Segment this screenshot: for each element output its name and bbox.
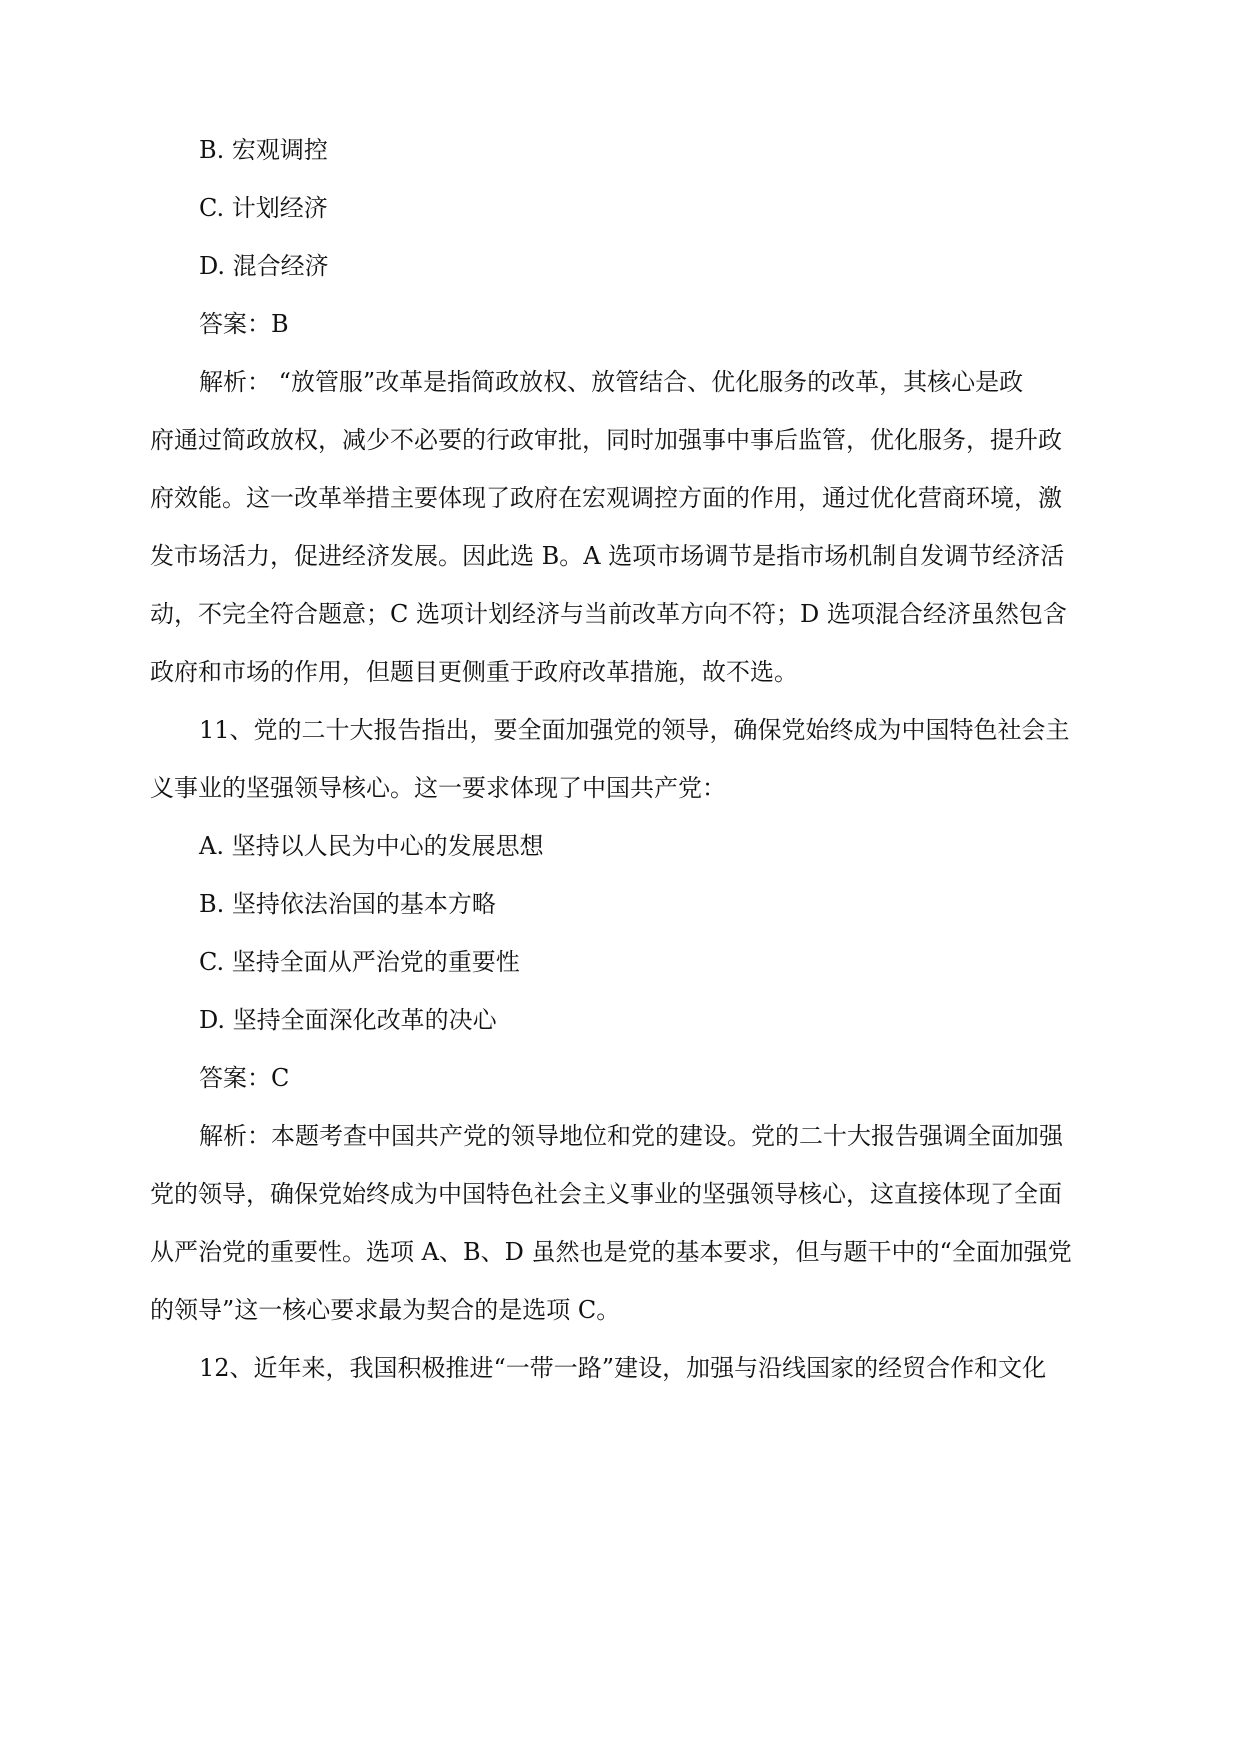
q11-analysis-line: 党的领导，确保党始终成为中国特色社会主义事业的坚强领导核心，这直接体现了全面 — [150, 1180, 1062, 1208]
q11-stem-line: 11、党的二十大报告指出，要全面加强党的领导，确保党始终成为中国特色社会主 — [199, 716, 1070, 744]
q11-option-a: A. 坚持以人民为中心的发展思想 — [199, 832, 544, 860]
q11-answer: 答案：C — [199, 1064, 290, 1092]
q11-option-b: B. 坚持依法治国的基本方略 — [199, 890, 496, 918]
q11-option-d: D. 坚持全面深化改革的决心 — [199, 1006, 497, 1034]
q11-analysis-line: 解析：本题考查中国共产党的领导地位和党的建设。党的二十大报告强调全面加强 — [199, 1122, 1063, 1150]
q11-analysis-line: 从严治党的重要性。选项 A、B、D 虽然也是党的基本要求，但与题干中的“全面加强党 — [150, 1238, 1072, 1266]
q10-analysis-line: 政府和市场的作用，但题目更侧重于政府改革措施，故不选。 — [150, 658, 798, 686]
q10-analysis-line: 解析： “放管服”改革是指简政放权、放管结合、优化服务的改革，其核心是政 — [199, 368, 1024, 396]
q10-analysis-line: 动，不完全符合题意；C 选项计划经济与当前改革方向不符；D 选项混合经济虽然包含 — [150, 600, 1067, 628]
q10-option-d: D. 混合经济 — [199, 252, 329, 280]
q11-option-c: C. 坚持全面从严治党的重要性 — [199, 948, 520, 976]
q10-analysis-line: 府通过简政放权，减少不必要的行政审批，同时加强事中事后监管，优化服务，提升政 — [150, 426, 1062, 454]
q10-answer: 答案：B — [199, 310, 289, 338]
q10-analysis-line: 府效能。这一改革举措主要体现了政府在宏观调控方面的作用，通过优化营商环境，激 — [150, 484, 1062, 512]
q10-option-c: C. 计划经济 — [199, 194, 328, 222]
q11-stem-line: 义事业的坚强领导核心。这一要求体现了中国共产党： — [150, 774, 726, 802]
q11-analysis-line: 的领导”这一核心要求最为契合的是选项 C。 — [150, 1296, 621, 1324]
q10-analysis-line: 发市场活力，促进经济发展。因此选 B。A 选项市场调节是指市场机制自发调节经济活 — [150, 542, 1065, 570]
q10-option-b: B. 宏观调控 — [199, 136, 328, 164]
q12-stem-line: 12、近年来，我国积极推进“一带一路”建设，加强与沿线国家的经贸合作和文化 — [199, 1354, 1047, 1382]
